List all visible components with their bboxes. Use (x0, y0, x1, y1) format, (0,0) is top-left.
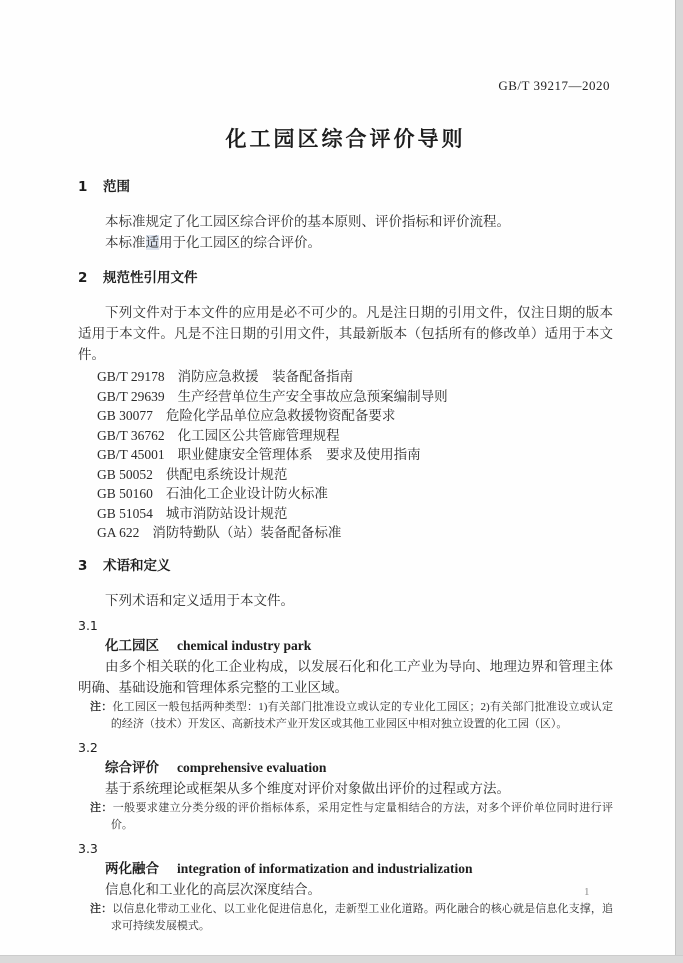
scope-paragraph-2-pre: 本标准 (105, 235, 146, 250)
term-name-cn: 综合评价 (105, 759, 159, 776)
term-block (78, 617, 613, 733)
reference-code: GB 50160 (97, 486, 153, 501)
reference-code: GB 30077 (97, 408, 153, 423)
reference-row (97, 523, 613, 543)
term-definition: 信息化和工业化的高层次深度结合。 (105, 881, 321, 897)
terms-intro: 下列术语和定义适用于本文件。 (105, 592, 294, 608)
note-text: 化工园区一般包括两种类型：1)有关部门批准设立或认定的专业化工园区；2)有关部门批准设立或认定的经济（技术）开发区、高新技术产业开发区或其他工业园区中相对独立设置的化工园（区）。 (110, 700, 614, 730)
section-3-number: 3 (78, 557, 88, 574)
term-name-line (78, 758, 613, 778)
term-name-cn: 两化融合 (105, 860, 159, 877)
standard-code: GB/T 39217—2020 (498, 78, 610, 93)
section-1-title: 范围 (103, 179, 130, 195)
term-name-en: integration of informatization and industrialization (177, 860, 473, 876)
reference-row (97, 406, 613, 426)
section-3-heading (78, 557, 613, 576)
term-number: 3.3 (78, 840, 98, 856)
reference-code: GB/T 29639 (97, 388, 165, 404)
reference-row (97, 426, 613, 446)
term-number: 3.1 (78, 617, 98, 633)
scope-paragraph-2 (78, 232, 613, 253)
scope-paragraph-2-post: 用于化工园区的综合评价。 (159, 235, 321, 250)
reference-list (97, 367, 613, 543)
reference-title: 生产经营单位生产安全事故应急预案编制导则 (177, 388, 448, 404)
reference-row (97, 465, 613, 485)
note-label: 注： (90, 699, 113, 713)
highlighted-character: 适 (145, 235, 159, 250)
note-label: 注： (90, 901, 113, 915)
section-3-title: 术语和定义 (103, 557, 171, 574)
section-1-heading (78, 178, 613, 197)
term-note (90, 900, 613, 935)
scope-paragraph-1-text: 本标准规定了化工园区综合评价的基本原则、评价指标和评价流程。 (105, 214, 510, 229)
note-text: 一般要求建立分类分级的评价指标体系，采用定性与定量相结合的方法，对多个评价单位同时进行评价。 (110, 801, 614, 831)
reference-title: 化工园区公共管廊管理规程 (177, 427, 340, 443)
scan-edge-bottom (0, 955, 683, 963)
term-block (78, 739, 613, 834)
reference-title: 消防应急救援 装备配备指南 (177, 369, 354, 384)
term-note (90, 799, 613, 834)
reference-code: GB/T 29178 (97, 369, 165, 384)
reference-title: 城市消防站设计规范 (165, 505, 288, 521)
reference-row (97, 504, 613, 524)
reference-title: 危险化学品单位应急救援物资配备要求 (165, 408, 396, 423)
reference-title: 供配电系统设计规范 (165, 466, 288, 482)
reference-code: GB/T 45001 (97, 447, 165, 462)
reference-code: GB 51054 (97, 505, 153, 521)
document-title: 化工园区综合评价导则 (225, 127, 466, 151)
term-definition: 基于系统理论或框架从多个维度对评价对象做出评价的过程或方法。 (105, 780, 510, 796)
reference-title: 石油化工企业设计防火标准 (165, 486, 328, 501)
term-block (78, 840, 613, 935)
reference-code: GB/T 36762 (97, 427, 165, 443)
page-number: 1 (584, 886, 590, 898)
reference-code: GB 50052 (97, 466, 153, 482)
section-1-number: 1 (78, 179, 88, 195)
reference-title: 消防特勤队（站）装备配备标准 (152, 525, 342, 540)
section-2-heading (78, 269, 613, 288)
reference-row (97, 367, 613, 387)
section-2-number: 2 (78, 270, 88, 286)
page-content (78, 0, 613, 935)
scope-paragraph-1 (78, 211, 613, 232)
term-name-line (78, 636, 613, 656)
term-name-en: comprehensive evaluation (177, 759, 327, 775)
reference-row (97, 387, 613, 407)
reference-code: GA 622 (97, 525, 140, 540)
reference-row (97, 484, 613, 504)
term-note (90, 698, 613, 733)
term-name-line (78, 859, 613, 879)
reference-row (97, 445, 613, 465)
term-number: 3.2 (78, 739, 98, 755)
term-name-cn: 化工园区 (105, 637, 159, 654)
note-label: 注： (90, 800, 113, 814)
term-definition: 由多个相关联的化工企业构成，以发展石化和化工产业为导向、地理边界和管理主体明确、基础设施和管理体系完整的工业区域。 (78, 658, 613, 695)
term-name-en: chemical industry park (177, 637, 312, 653)
note-text: 以信息化带动工业化、以工业化促进信息化，走新型工业化道路。两化融合的核心就是信息化支撑，追求可持续发展模式。 (110, 902, 614, 932)
section-2-title: 规范性引用文件 (103, 270, 198, 286)
scan-edge-right (675, 0, 683, 963)
references-intro: 下列文件对于本文件的应用是必不可少的。凡是注日期的引用文件，仅注日期的版本适用于本文件。凡是不注日期的引用文件，其最新版本（包括所有的修改单）适用于本文件。 (78, 305, 613, 362)
reference-title: 职业健康安全管理体系 要求及使用指南 (177, 447, 421, 462)
